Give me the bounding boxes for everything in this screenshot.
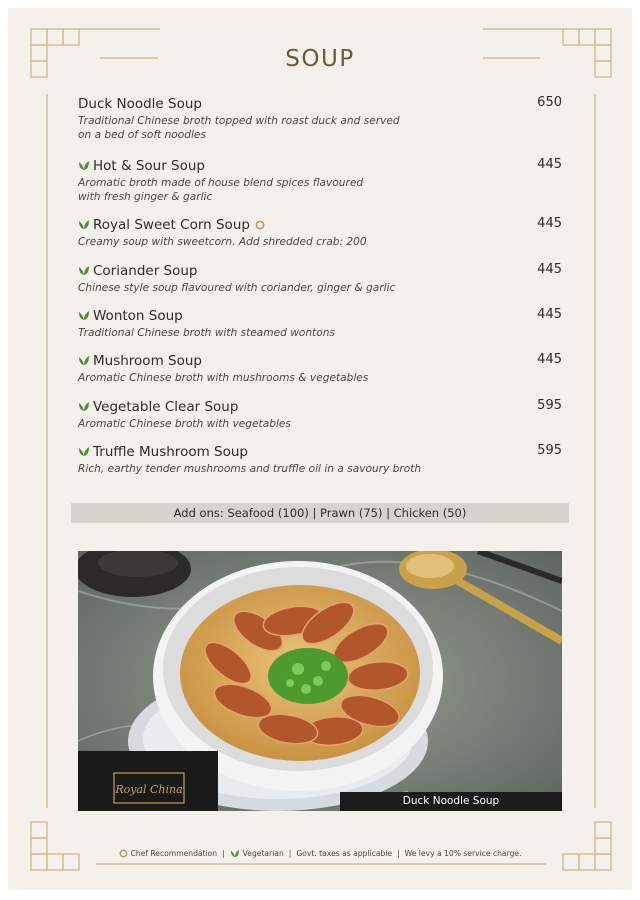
menu-item-description-line: Aromatic Chinese broth with mushrooms & vegetables: [78, 372, 369, 384]
menu-item-description-line: Traditional Chinese broth with steamed wontons: [78, 327, 335, 339]
menu-item-name: Royal Sweet Corn Soup: [93, 216, 250, 233]
menu-item: [78, 262, 562, 295]
leaf-icon: [78, 160, 90, 171]
menu-item-description-line: Rich, earthy tender mushrooms and truffle oil in a savoury broth: [78, 463, 422, 475]
menu-item-name-row: [78, 443, 562, 460]
menu-item-description-line: Aromatic Chinese broth with vegetables: [78, 418, 291, 430]
footer-separator: |: [222, 849, 225, 858]
menu-item-description-line: Chinese style soup flavoured with coriander, ginger & garlic: [78, 282, 396, 294]
menu-item-description: [78, 417, 562, 431]
menu-item-name: Wonton Soup: [93, 307, 183, 324]
menu-item-price: 650: [537, 95, 562, 110]
logo-text: Royal China: [115, 783, 183, 796]
leaf-icon: [78, 355, 90, 366]
menu-item-name: Mushroom Soup: [93, 352, 202, 369]
footer-veg-label: Vegetarian: [242, 849, 284, 858]
chef-recommendation-icon: [119, 849, 128, 858]
menu-item-name: Duck Noodle Soup: [78, 95, 202, 112]
menu-item-name-row: [78, 216, 562, 233]
chef-recommendation-icon: [255, 220, 265, 230]
menu-item-description-line: with fresh ginger & garlic: [78, 191, 213, 203]
menu-item: [78, 216, 562, 249]
menu-item: [78, 95, 562, 142]
footer-legend: [0, 849, 640, 858]
footer-chef-label: Chef Recommendation: [130, 849, 218, 858]
menu-item-description: [78, 326, 562, 340]
menu-item-name-row: [78, 157, 562, 174]
menu-item-price: 595: [537, 443, 562, 458]
menu-item: [78, 157, 562, 204]
addons-bar: Add ons: Seafood (100) | Prawn (75) | Chicken (50): [71, 503, 569, 523]
menu-item-name-row: [78, 352, 562, 369]
menu-item-name: Vegetable Clear Soup: [93, 398, 239, 415]
menu-item-price: 445: [537, 352, 562, 367]
leaf-icon: [78, 446, 90, 457]
photo-caption: Duck Noodle Soup: [340, 792, 562, 811]
menu-item: [78, 398, 562, 431]
menu-item-price: 445: [537, 307, 562, 322]
menu-item-price: 595: [537, 398, 562, 413]
menu-item-name: Truffle Mushroom Soup: [93, 443, 248, 460]
menu-item-description: [78, 462, 562, 476]
menu-item-description: [78, 235, 562, 249]
menu-item-description-line: Aromatic broth made of house blend spices flavoured: [78, 177, 364, 189]
menu-item-name-row: [78, 398, 562, 415]
leaf-icon: [230, 849, 240, 858]
menu-item-description: [78, 176, 562, 204]
menu-item-description-line: on a bed of soft noodles: [78, 129, 206, 141]
menu-item-description: [78, 371, 562, 385]
menu-item-name-row: [78, 262, 562, 279]
menu-item-price: 445: [537, 216, 562, 231]
menu-item-price: 445: [537, 262, 562, 277]
menu-item-description-line: Creamy soup with sweetcorn. Add shredded crab: 200: [78, 236, 367, 248]
leaf-icon: [78, 265, 90, 276]
leaf-icon: [78, 401, 90, 412]
section-title: SOUP: [285, 46, 355, 72]
menu-item-name: Coriander Soup: [93, 262, 198, 279]
menu-item-name-row: [78, 307, 562, 324]
footer-service-note: We levy a 10% service charge.: [404, 849, 522, 858]
menu-item-price: 445: [537, 157, 562, 172]
menu-item-name-row: [78, 95, 562, 112]
menu-item: [78, 307, 562, 340]
dish-photo: [78, 551, 562, 811]
footer-separator: |: [397, 849, 400, 858]
duck-noodle-soup-illustration: [78, 551, 562, 811]
leaf-icon: [78, 310, 90, 321]
menu-item-name: Hot & Sour Soup: [93, 157, 205, 174]
menu-item: [78, 352, 562, 385]
footer-tax-note: Govt. taxes as applicable: [296, 849, 393, 858]
menu-item-description-line: Traditional Chinese broth topped with roast duck and served: [78, 115, 400, 127]
menu-item: [78, 443, 562, 476]
menu-item-description: [78, 114, 562, 142]
menu-item-description: [78, 281, 562, 295]
leaf-icon: [78, 219, 90, 230]
footer-separator: |: [288, 849, 292, 858]
